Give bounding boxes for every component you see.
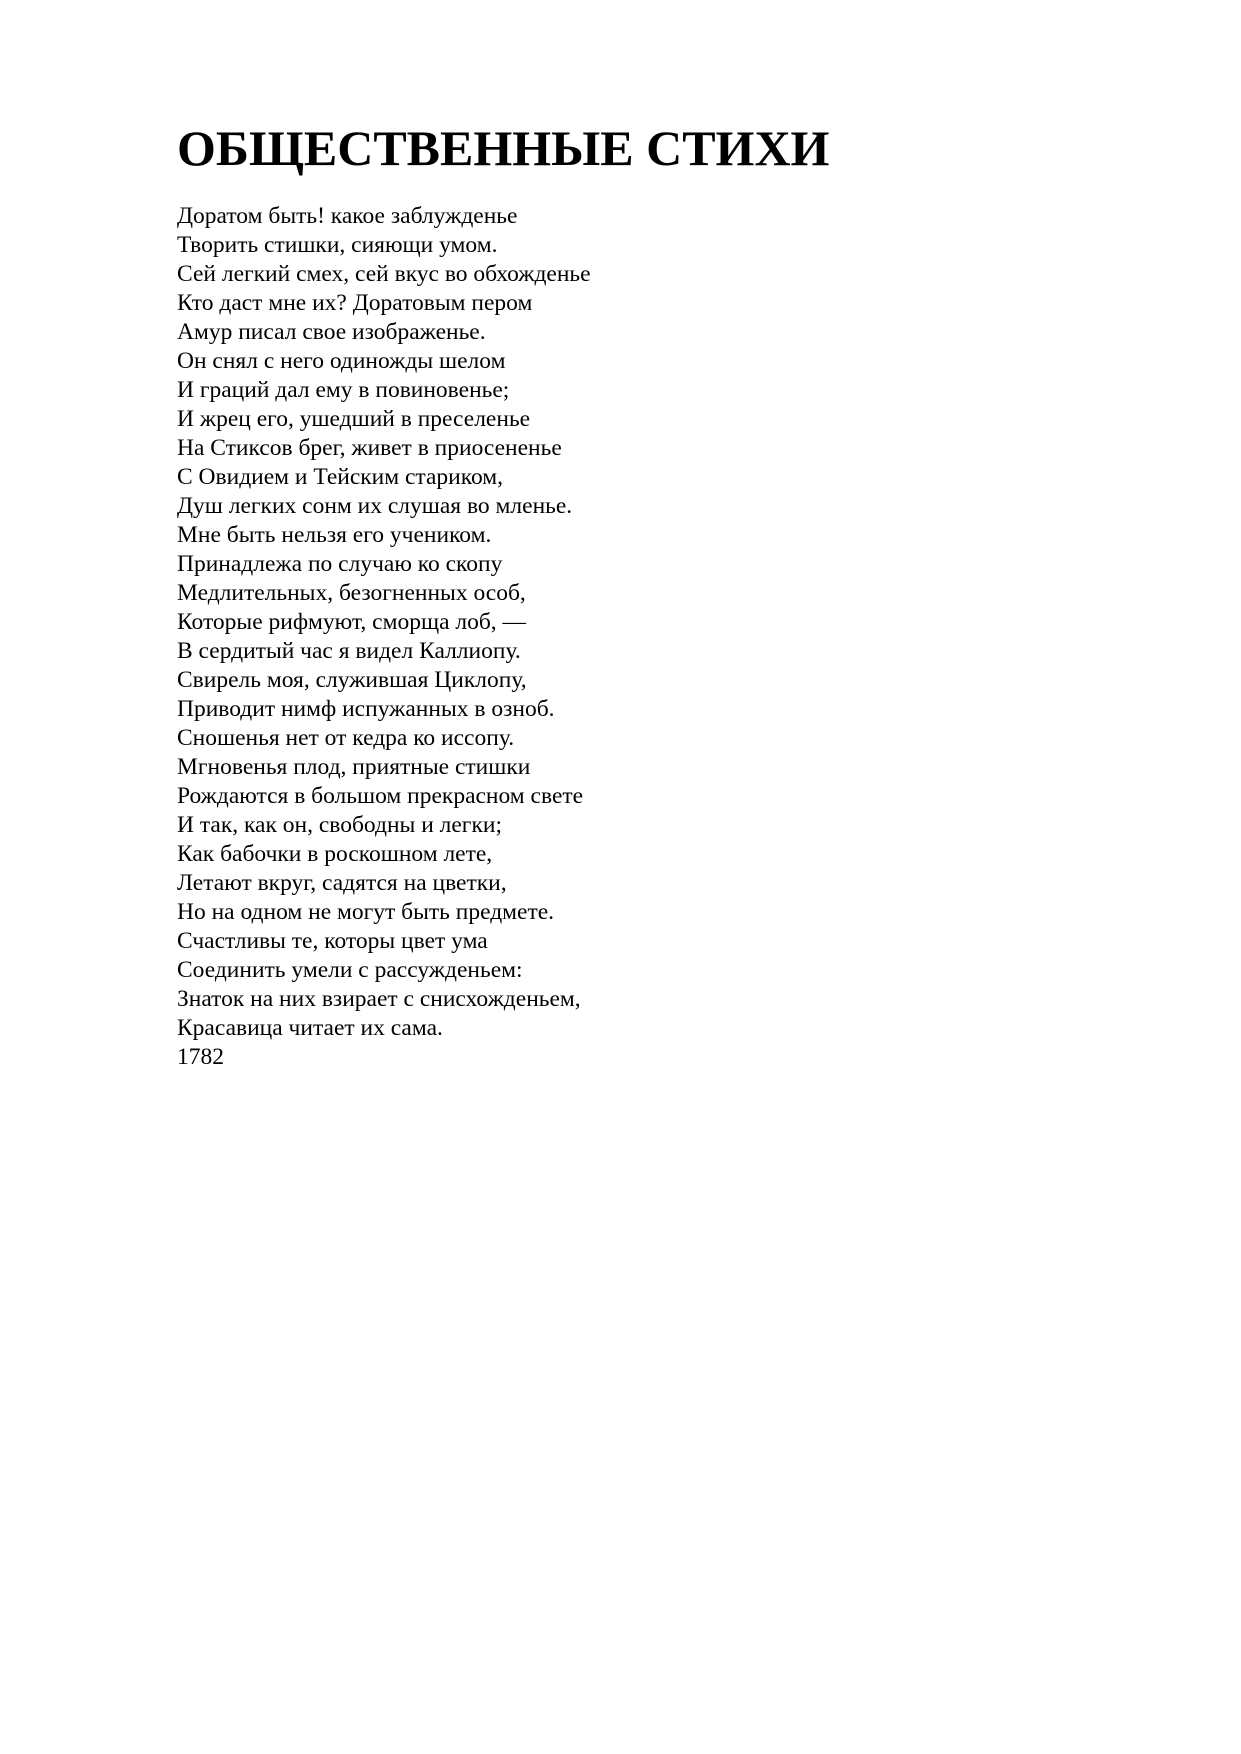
poem-line: Душ легких сонм их слушая во мленье. — [177, 493, 573, 519]
poem-line: Мгновенья плод, приятные стишки — [177, 754, 531, 780]
poem-line: С Овидием и Тейским стариком, — [177, 464, 504, 490]
poem-line: Мне быть нельзя его учеником. — [177, 522, 492, 548]
poem-line: Он снял с него одиножды шелом — [177, 348, 506, 374]
poem-body — [177, 202, 1137, 1043]
poem-line: На Стиксов брег, живет в приосененье — [177, 435, 562, 461]
poem-line: Которые рифмуют, сморща лоб, — — [177, 609, 527, 635]
poem-line: В сердитый час я видел Каллиопу. — [177, 638, 521, 664]
poem-line: И граций дал ему в повиновенье; — [177, 377, 510, 403]
poem-line: Принадлежа по случаю ко скопу — [177, 551, 503, 577]
poem-line: Сношенья нет от кедра ко иссопу. — [177, 725, 515, 751]
poem-line: Но на одном не могут быть предмете. — [177, 899, 555, 925]
poem-year: 1782 — [177, 1044, 224, 1070]
poem-line: Рождаются в большом прекрасном свете — [177, 783, 584, 809]
poem-line: И жрец его, ушедший в преселенье — [177, 406, 531, 432]
poem-line: Знаток на них взирает с снисхожденьем, — [177, 986, 581, 1012]
poem-line: Доратом быть! какое заблужденье — [177, 203, 518, 229]
poem-line: Счастливы те, которы цвет ума — [177, 928, 488, 954]
poem-line: Летают вкруг, садятся на цветки, — [177, 870, 507, 896]
poem-line: Кто даст мне их? Доратовым пером — [177, 290, 533, 316]
poem-line: Приводит нимф испужанных в озноб. — [177, 696, 555, 722]
poem-line: Амур писал свое изображенье. — [177, 319, 486, 345]
page-content — [177, 118, 1137, 1072]
poem-line: И так, как он, свободны и легки; — [177, 812, 502, 838]
poem-line: Медлительных, безогненных особ, — [177, 580, 526, 606]
poem-line: Красавица читает их сама. — [177, 1015, 443, 1041]
poem-line: Соединить умели с рассужденьем: — [177, 957, 523, 983]
poem-line: Свирель моя, служившая Циклопу, — [177, 667, 527, 693]
poem-line: Творить стишки, сияющи умом. — [177, 232, 498, 258]
poem-line: Как бабочки в роскошном лете, — [177, 841, 493, 867]
poem-line: Сей легкий смех, сей вкус во обхожденье — [177, 261, 591, 287]
page-title: ОБЩЕСТВЕННЫЕ СТИХИ — [177, 120, 830, 176]
